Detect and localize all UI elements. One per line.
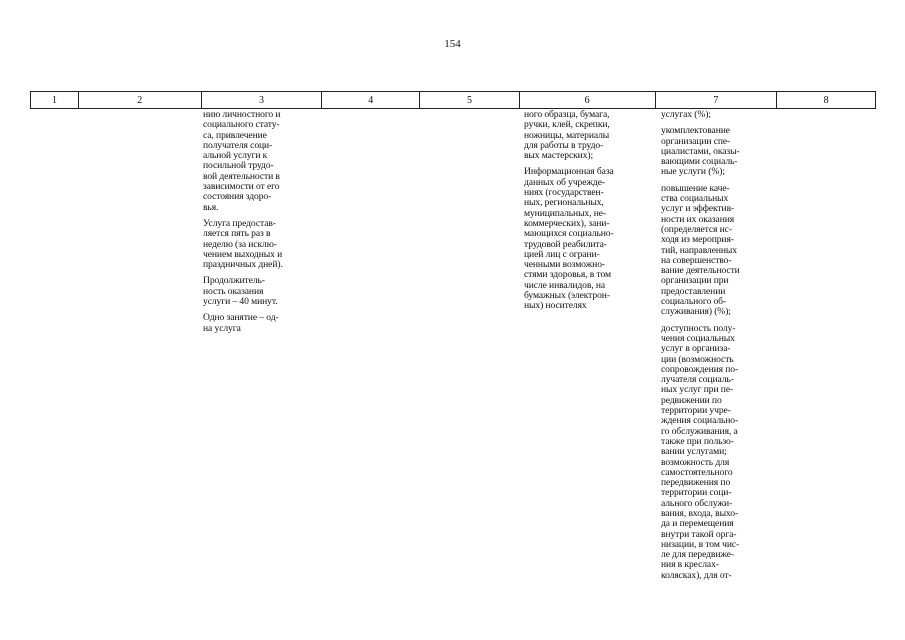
col3-paragraph: нию личностного и социального стату- са, привлечение получателя соци- альной услуги к посильной трудо- вой деятельности в зависимости от его состояния здоро- вья. [203,109,281,213]
header-col-3: 3 [201,92,322,108]
header-col-6: 6 [519,92,655,108]
table-header-row [30,91,876,109]
col3-paragraph: Услуга предостав- ляется пять раз в неделю (за исклю- чением выходных и праздничных дней). [203,217,283,271]
header-col-8: 8 [776,92,875,108]
col6-paragraph: Информационная база данных об учрежде- ниях (государствен- ных, региональных, муниципальных, не- коммерческих), зани- мающихся социально- трудовой реабилита- цией лиц с ограни- ченными возможно- стями здоровья, в том числе инвалидов, на бумажных (электрон- ных) носителях [524,166,614,312]
header-col-7: 7 [655,92,777,108]
header-col-5: 5 [419,92,519,108]
col3-paragraph: Одно занятие – од- на услуга [203,312,279,334]
header-col-2: 2 [78,92,201,108]
col3-paragraph: Продолжитель- ность оказания услуги – 40 минут. [203,275,278,308]
col7-paragraph: доступность полу- чения социальных услуг в организа- ции (возможность сопровождения по- лучателя социаль- ных услуг при пе- редвижении по территории учре- ждения социально- го обслуживания, а также при пользо- вании услугами; возможность для самостоятельного передвижения по территории соци- ального обслужи- вания, входа, выхо- да и перемещения внутри такой орга- низации, в том чис- ле для передвиже- ния в креслах- колясках), для от- [661,322,740,581]
column-6-text [524,110,614,318]
col7-paragraph: укомплектование организации спе- циалистами, оказы- вающими социаль- ные услуги (%); [661,125,740,178]
header-col-1: 1 [51,95,57,106]
column-7-text [661,110,740,587]
col6-paragraph: ного образца, бумага, ручки, клей, скрепки, ножницы, материалы для работы в трудо- вых мастерских); [524,109,610,162]
page-number: 154 [444,38,461,50]
header-col-4: 4 [321,92,419,108]
col7-paragraph: услугах (%); [661,109,711,120]
column-3-text [203,110,283,340]
col7-paragraph: повышение каче- ства социальных услуг и эффектив- ности их оказания (определяется ис- ходя из мероприя- тий, направленных на совершенство- вание деятельности организации при предоставлении социального об- служивания) (%); [661,182,740,318]
